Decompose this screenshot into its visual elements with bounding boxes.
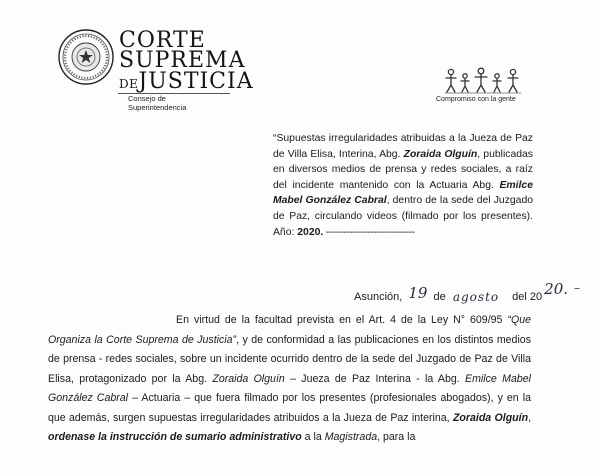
body-text-7: , para la (377, 431, 416, 443)
date-day-handwritten: 19 (408, 284, 428, 302)
body-text-4: – Actuaria – que fuera filmado por los presentes (profesionales abogados), y en la que además, surgen supuestas irregularidades atribuidos a la Jueza de Paz interina, (48, 392, 531, 424)
body-text-1: En virtud de la facultad prevista en el Art. 4 de la Ley N° 609/95 (176, 314, 508, 326)
institution-de: DE (119, 77, 139, 91)
summary-text-3: , dentro de la sede del Juzgado de Paz, circulando videos (filmado por los presentes). Año: (273, 195, 534, 238)
institution-line-suprema: SUPREMA (119, 48, 246, 73)
summary-judge-name: Zoraida Olguín (403, 148, 478, 160)
body-judge-name: Zoraida Olguín (212, 372, 285, 385)
date-city: Asunción, (354, 291, 403, 303)
body-law-title: “Que Organiza la Corte Suprema de Justicia” (48, 314, 531, 346)
court-seal-logo (58, 29, 114, 85)
body-text-3: – Jueza de Paz Interina - la Abg. (284, 372, 466, 385)
date-month-handwritten: agosto (452, 290, 500, 304)
body-judge-name-bold: Zoraida Olguín (452, 411, 529, 424)
institution-name (119, 28, 254, 94)
date-tick-handwritten: – (574, 281, 581, 295)
institution-justicia: JUSTICIA (138, 69, 254, 94)
body-order-clause: ordenase la instrucción de sumario administrativo (48, 431, 302, 443)
date-del: del 20 (512, 291, 543, 303)
department-line-1: Consejo de (128, 94, 166, 103)
institution-line-justicia (119, 71, 254, 93)
institution-line-corte: CORTE (119, 28, 206, 53)
body-text-6: a la (301, 431, 325, 443)
summary-clerk-name: Emilce Mabel González Cabral (273, 179, 533, 207)
case-summary (273, 131, 533, 240)
body-text-2: , y de conformidad a las publicaciones en los distintos medios de prensa - redes sociales, sobre un incidente ocurrido dentro de la sede del Juzgado de Paz de Villa Elisa, protagonizado por la Abg. (48, 333, 531, 385)
date-year-handwritten: 20. (544, 280, 569, 298)
summary-dashes: ------------------------------ (323, 226, 415, 238)
body-text-5: , (528, 411, 532, 424)
department-line-2: Superintendencia (128, 102, 187, 112)
people-figures-logo (443, 66, 523, 94)
body-magistrate: Magistrada (324, 431, 378, 443)
body-clerk-name: Emilce Mabel González Cabral (48, 372, 531, 404)
summary-text-1: “Supuestas irregularidades atribuidas a la Jueza de Paz de Villa Elisa, Interina, Abg. (273, 133, 533, 160)
date-de: de (433, 291, 446, 303)
resolution-body (48, 311, 531, 448)
motto-text: Compromiso con la gente (436, 96, 516, 103)
summary-year: 2020. (297, 226, 324, 238)
department-name (128, 95, 186, 112)
place-date-line (354, 280, 581, 304)
summary-text-2: , publicadas en diversos medios de prensa y redes sociales, a raíz del incidente mantenido con la Actuaria Abg. (273, 148, 533, 191)
